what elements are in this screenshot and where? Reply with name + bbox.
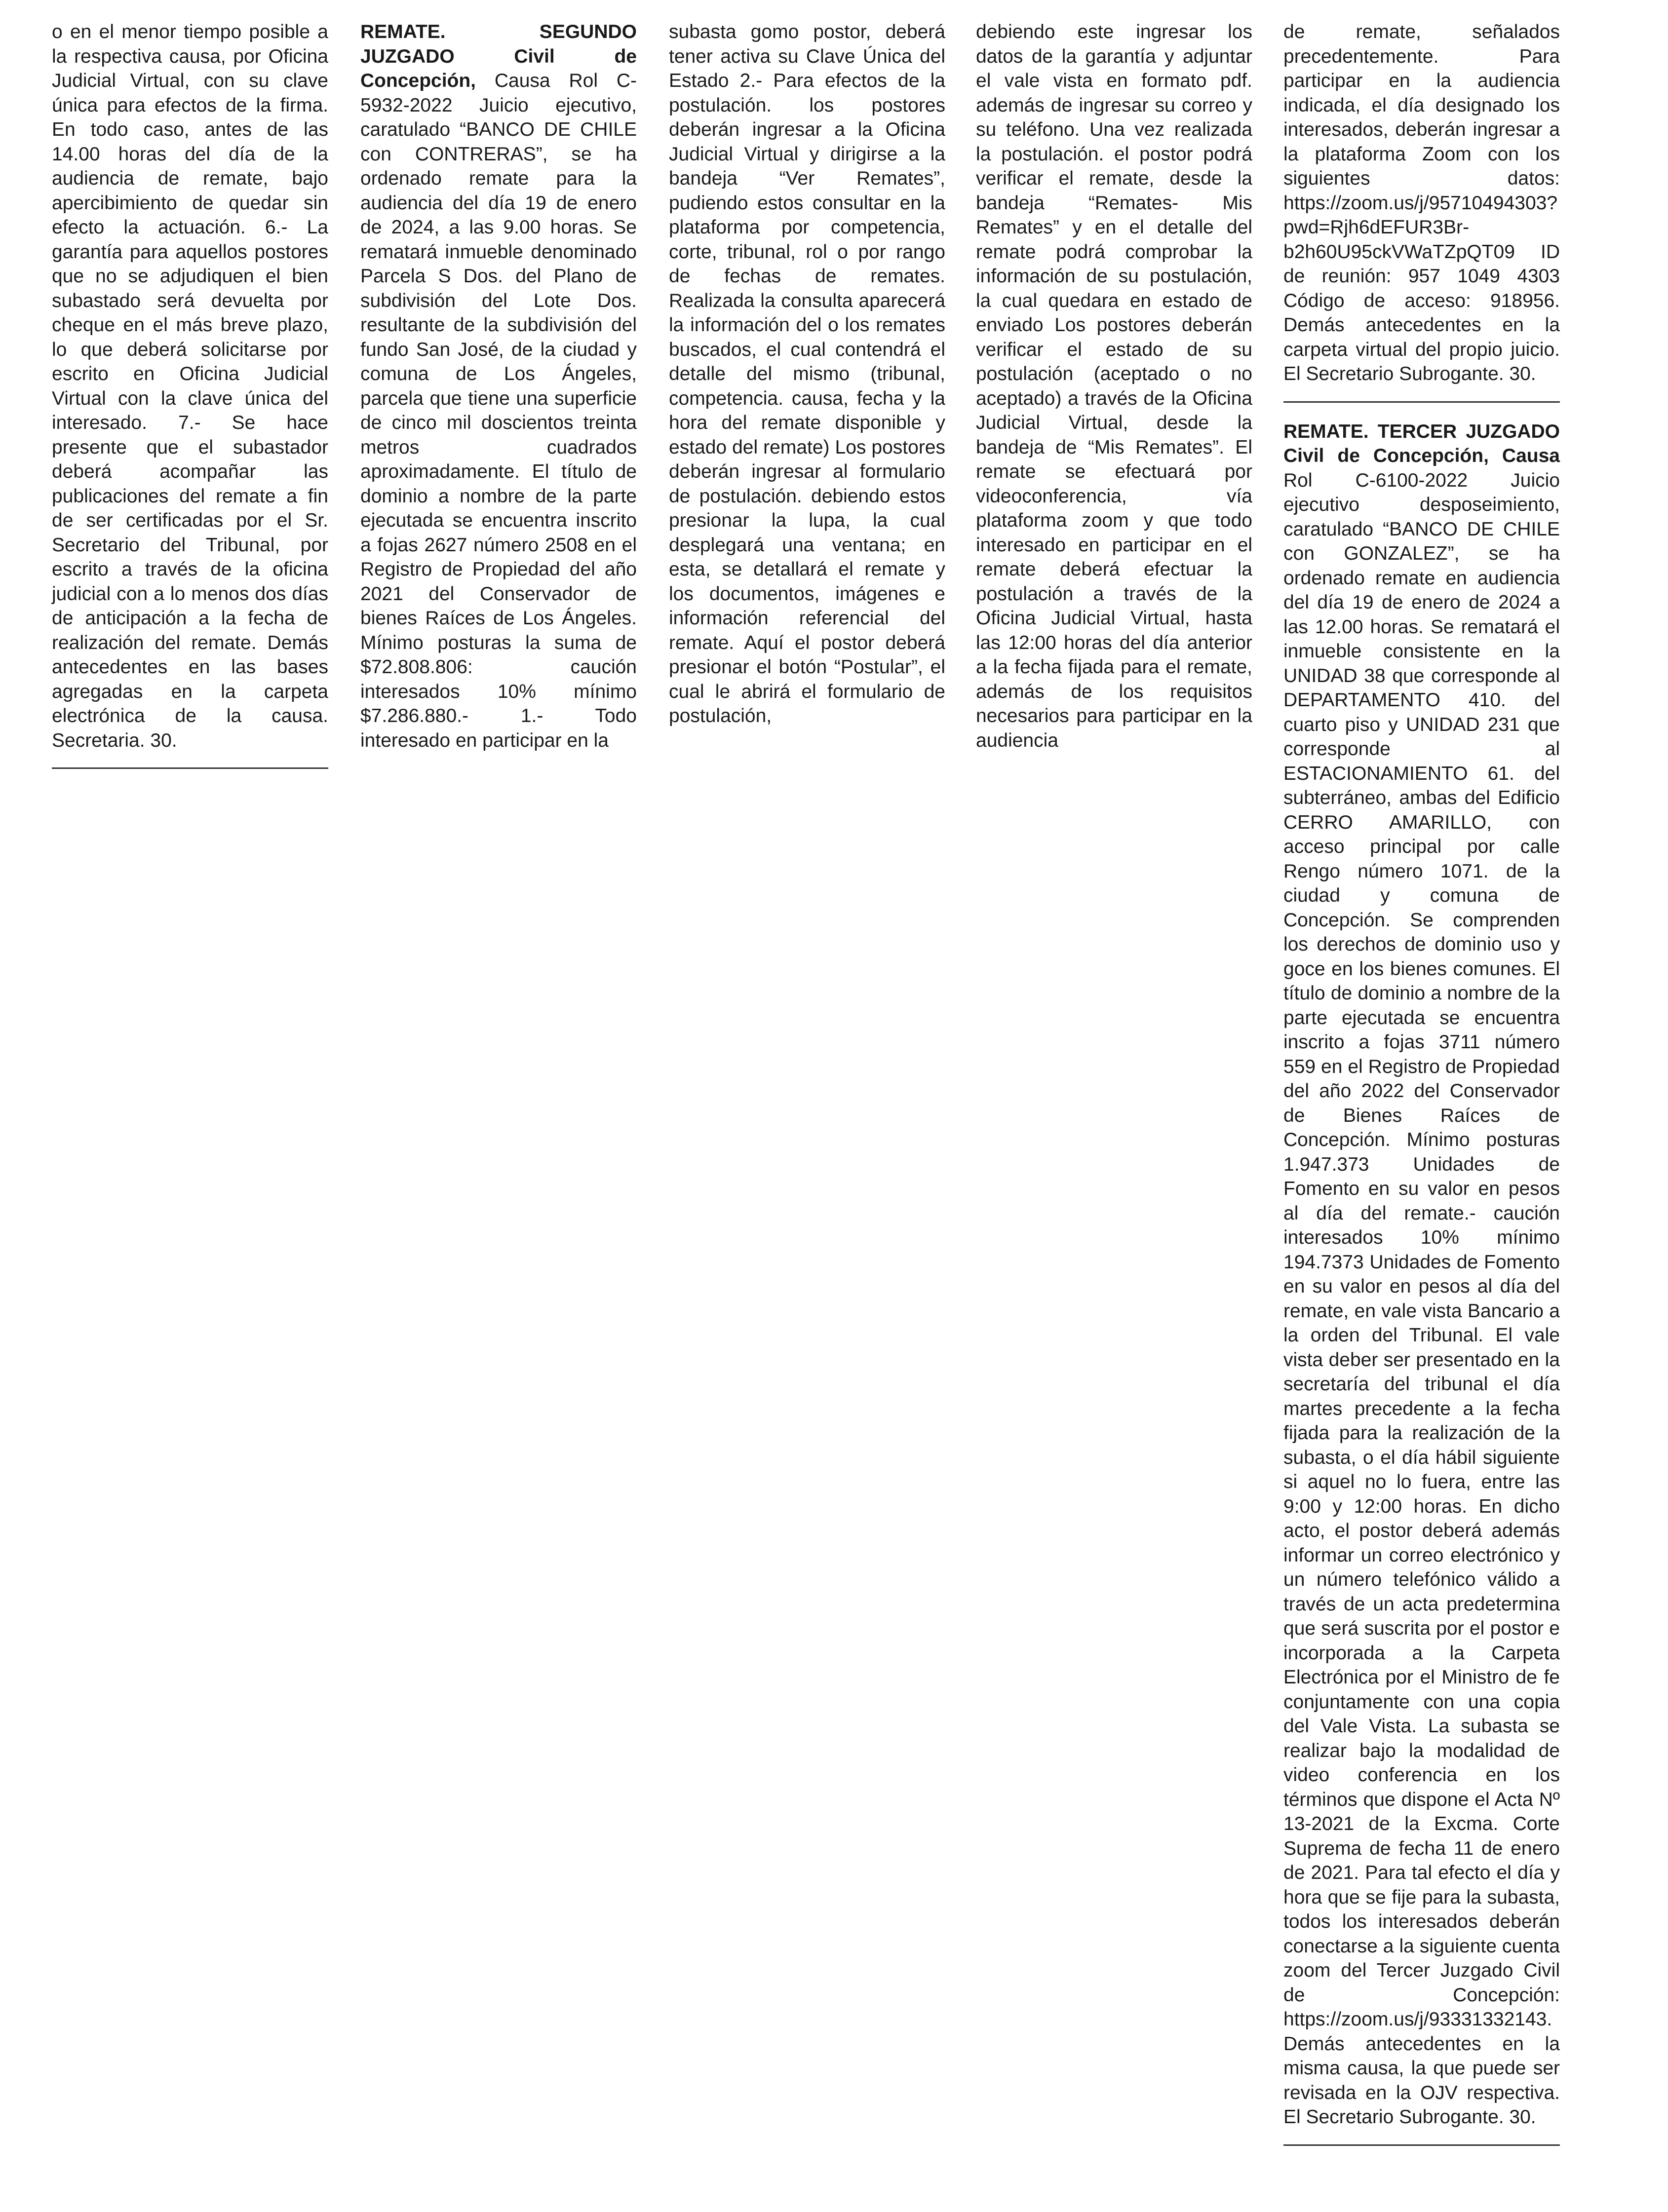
divider-rule [52,767,328,769]
notice-body: subasta gomo postor, deberá tener activa su Clave Única del Estado 2.- Para efectos de la postulación. los postores deberán ingresar a la Oficina Judicial Virtual y dirigirse a la bandeja “Ver Remates”, pudiendo estos consultar en la plataforma por competencia, corte, tribunal, rol o por rango de fechas de remates. Realizada la consulta aparecerá la información del o los remates buscados, el cual contendrá el detalle del mismo (tribunal, competencia. causa, fecha y la hora del remate disponible y estado del remate) Los postores deberán ingresar al formulario de postulación. debiendo estos presionar la lupa, la cual desplegará una ventana; en esta, se detallará el remate y los documentos, imágenes e información referencial del remate. Aquí el postor deberá presionar el botón “Postular”, el cual le abrirá el formulario de postulación, [669,21,945,726]
notice-text [1283,420,1560,2130]
notice-body: Causa Rol C-5932-2022 Juicio ejecutivo, caratulado “BANCO DE CHILE con CONTRERAS”, se ha ordenado remate para la audiencia del día 19 de enero de 2024, a las 9.00 horas. Se rematará inmueble denominado Parcela S Dos. del Plano de subdivisión del Lote Dos. resultante de la subdivisión del fundo San José, de la ciudad y comuna de Los Ángeles, parcela que tiene una superficie de cinco mil doscientos treinta metros cuadrados aproximadamente. El título de dominio a nombre de la parte ejecutada se encuentra inscrito a fojas 2627 número 2508 en el Registro de Propiedad del año 2021 del Conservador de bienes Raíces de Los Ángeles. Mínimo posturas la suma de $72.808.806: caución interesados 10% mínimo $7.286.880.- 1.- Todo interesado en participar en la [360,70,637,751]
notice-continuation [669,20,945,728]
divider-rule [1283,2144,1560,2146]
notice-body: Rol C-6100-2022 Juicio ejecutivo desposeimiento, caratulado “BANCO DE CHILE con GONZALEZ”, se ha ordenado remate en audiencia del día 19 de enero de 2024 a las 12.00 horas. Se rematará el inmueble consistente en la UNIDAD 38 que corresponde al DEPARTAMENTO 410. del cuarto piso y UNIDAD 231 que corresponde al ESTACIONAMIENTO 61. del subterráneo, ambas del Edificio CERRO AMARILLO, con acceso principal por calle Rengo número 1071. de la ciudad y comuna de Concepción. Se comprenden los derechos de dominio uso y goce en los bienes comunes. El título de dominio a nombre de la parte ejecutada se encuentra inscrito a fojas 3711 número 559 en el Registro de Propiedad del año 2022 del Conservador de Bienes Raíces de Concepción. Mínimo posturas 1.947.373 Unidades de Fomento en su valor en pesos al día del remate.- caución interesados 10% mínimo 194.7373 Unidades de Fomento en su valor en pesos al día del remate, en vale vista Bancario a la orden del Tribunal. El vale vista deber ser presentado en la secretaría del tribunal el día martes precedente a la fecha fijada para la realización de la subasta, o el día hábil siguiente si aquel no lo fuera, entre las 9:00 y 12:00 horas. En dicho acto, el postor deberá además informar un correo electrónico y un número telefónico válido a través de un acta predetermina que será suscrita por el postor e incorporada a la Carpeta Electrónica por el Ministro de fe conjuntamente con una copia del Vale Vista. La subasta se realizar bajo la modalidad de video conferencia en los términos que dispone el Acta Nº 13-2021 de la Excma. Corte Suprema de fecha 11 de enero de 2021. Para tal efecto el día y hora que se fije para la subasta, todos los interesados deberán conectarse a la siguiente cuenta zoom del Tercer Juzgado Civil de Concepción: https://zoom.us/j/93331332143. Demás antecedentes en la misma causa, la que puede ser revisada en la OJV respectiva. El Secretario Subrogante. 30. [1283,469,1560,2128]
notice-continuation [1283,20,1560,386]
notice-heading: REMATE. TERCER JUZGADO Civil de Concepción, Causa [1283,420,1560,466]
column-2 [360,20,637,753]
notice-segundo-juzgado [360,20,637,753]
notice-text [360,20,637,753]
notice-text [1283,20,1560,386]
column-4 [976,20,1252,753]
column-5 [1283,20,1560,2163]
column-1 [52,20,328,786]
notice-continuation [976,20,1252,753]
notice-continuation [52,20,328,753]
notice-text [669,20,945,728]
notice-text [976,20,1252,753]
notice-heading: REMATE. SEGUNDO JUZGADO Civil de Concepción, [360,21,637,91]
notice-body: debiendo este ingresar los datos de la garantía y adjuntar el vale vista en formato pdf. además de ingresar su correo y su teléfono. Una vez realizada la postulación. el postor podrá verificar el remate, desde la bandeja “Remates- Mis Remates” y en el detalle del remate podrá comprobar la información de su postulación, la cual quedara en estado de enviado Los postores deberán verificar el estado de su postulación (aceptado o no aceptado) a través de la Oficina Judicial Virtual, desde la bandeja de “Mis Remates”. El remate se efectuará por videoconferencia, vía plataforma zoom y que todo interesado en participar en el remate deberá efectuar la postulación a través de la Oficina Judicial Virtual, hasta las 12:00 horas del día anterior a la fecha fijada para el remate, además de los requisitos necesarios para participar en la audiencia [976,21,1252,751]
notice-body: de remate, señalados precedentemente. Para participar en la audiencia indicada, el día designado los interesados, deberán ingresar a la plataforma Zoom con los siguientes datos: https://zoom.us/j/95710494303?pwd=Rjh6dEFUR3Br-b2h60U95ckVWaTZpQT09 ID de reunión: 957 1049 4303 Código de acceso: 918956. Demás antecedentes en la carpeta virtual del propio juicio. El Secretario Subrogante. 30. [1283,21,1560,384]
divider-rule [1283,401,1560,403]
notice-body: o en el menor tiempo posible a la respectiva causa, por Oficina Judicial Virtual, con su clave única para efectos de la firma. En todo caso, antes de las 14.00 horas del día de la audiencia de remate, bajo apercibimiento de quedar sin efecto la actuación. 6.- La garantía para aquellos postores que no se adjudiquen el bien subastado será devuelta por cheque en el más breve plazo, lo que deberá solicitarse por escrito en Oficina Judicial Virtual con la clave única del interesado. 7.- Se hace presente que el subastador deberá acompañar las publicaciones del remate a fin de ser certificadas por el Sr. Secretario del Tribunal, por escrito a través de la oficina judicial con a lo menos dos días de anticipación a la fecha de realización del remate. Demás antecedentes en las bases agregadas en la carpeta electrónica de la causa. Secretaria. 30. [52,21,328,751]
notice-text [52,20,328,753]
column-3 [669,20,945,728]
notice-tercer-juzgado [1283,420,1560,2130]
